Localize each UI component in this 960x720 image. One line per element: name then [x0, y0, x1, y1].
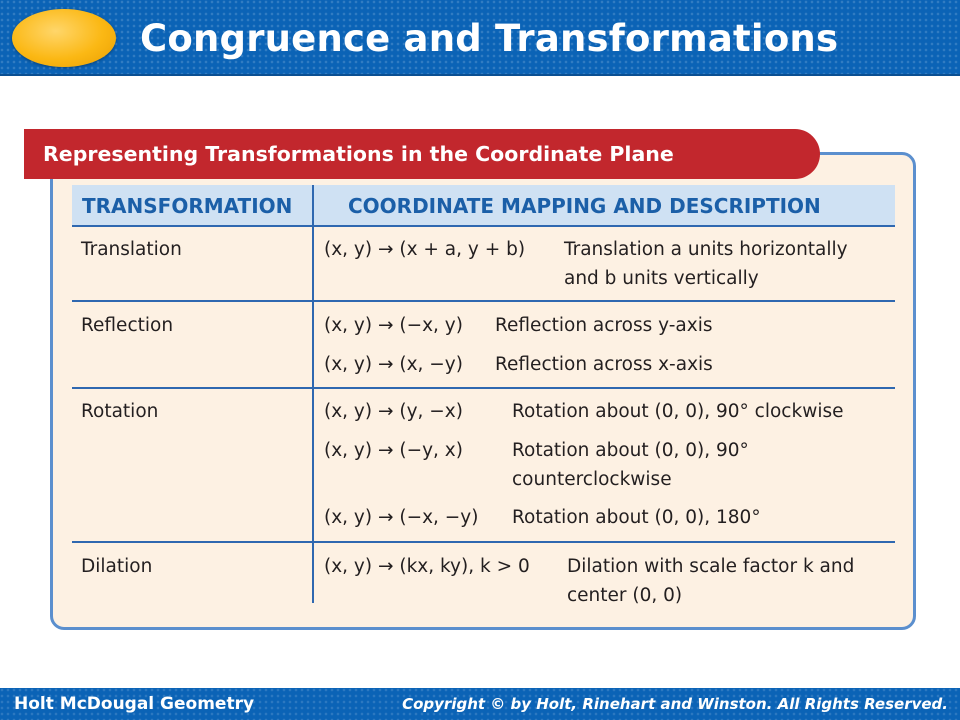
mapping-dilation: (x, y) → (kx, ky), k > 0	[324, 556, 530, 577]
slide-title: Congruence and Transformations	[140, 17, 839, 60]
panel-title-tab	[24, 129, 820, 179]
description-rotation-90ccw-cont: counterclockwise	[512, 469, 672, 490]
description-dilation: Dilation with scale factor k and	[567, 556, 855, 577]
description-rotation-90ccw: Rotation about (0, 0), 90°	[512, 440, 749, 461]
column-header-transformation: TRANSFORMATION	[82, 194, 293, 218]
mapping-rotation-90cw: (x, y) → (y, −x)	[324, 401, 463, 422]
footer-bar	[0, 688, 960, 720]
panel-title: Representing Transformations in the Coordinate Plane	[43, 142, 674, 166]
header-rule	[72, 225, 895, 227]
description-rotation-90cw: Rotation about (0, 0), 90° clockwise	[512, 401, 844, 422]
row-name-reflection: Reflection	[81, 315, 174, 336]
mapping-translation: (x, y) → (x + a, y + b)	[324, 239, 526, 260]
row-divider	[72, 387, 895, 389]
description-dilation-cont: center (0, 0)	[567, 585, 683, 606]
row-divider	[72, 300, 895, 302]
description-translation: Translation a units horizontally	[564, 239, 848, 260]
header-bar	[0, 0, 960, 76]
mapping-reflection-x: (x, y) → (x, −y)	[324, 354, 463, 375]
column-header-mapping: COORDINATE MAPPING AND DESCRIPTION	[348, 194, 821, 218]
mapping-rotation-180: (x, y) → (−x, −y)	[324, 507, 479, 528]
description-rotation-180: Rotation about (0, 0), 180°	[512, 507, 761, 528]
row-name-translation: Translation	[81, 239, 182, 260]
mapping-reflection-y: (x, y) → (−x, y)	[324, 315, 463, 336]
description-reflection-y: Reflection across y-axis	[495, 315, 713, 336]
copyright-notice: Copyright © by Holt, Rinehart and Winston. All Rights Reserved.	[402, 695, 948, 713]
row-name-rotation: Rotation	[81, 401, 159, 422]
table-header	[72, 185, 895, 225]
mapping-rotation-90ccw: (x, y) → (−y, x)	[324, 440, 463, 461]
description-translation-cont: and b units vertically	[564, 268, 759, 289]
orange-oval-logo	[12, 9, 116, 67]
publisher-label: Holt McDougal Geometry	[14, 694, 255, 714]
row-divider	[72, 541, 895, 543]
row-name-dilation: Dilation	[81, 556, 153, 577]
description-reflection-x: Reflection across x-axis	[495, 354, 713, 375]
